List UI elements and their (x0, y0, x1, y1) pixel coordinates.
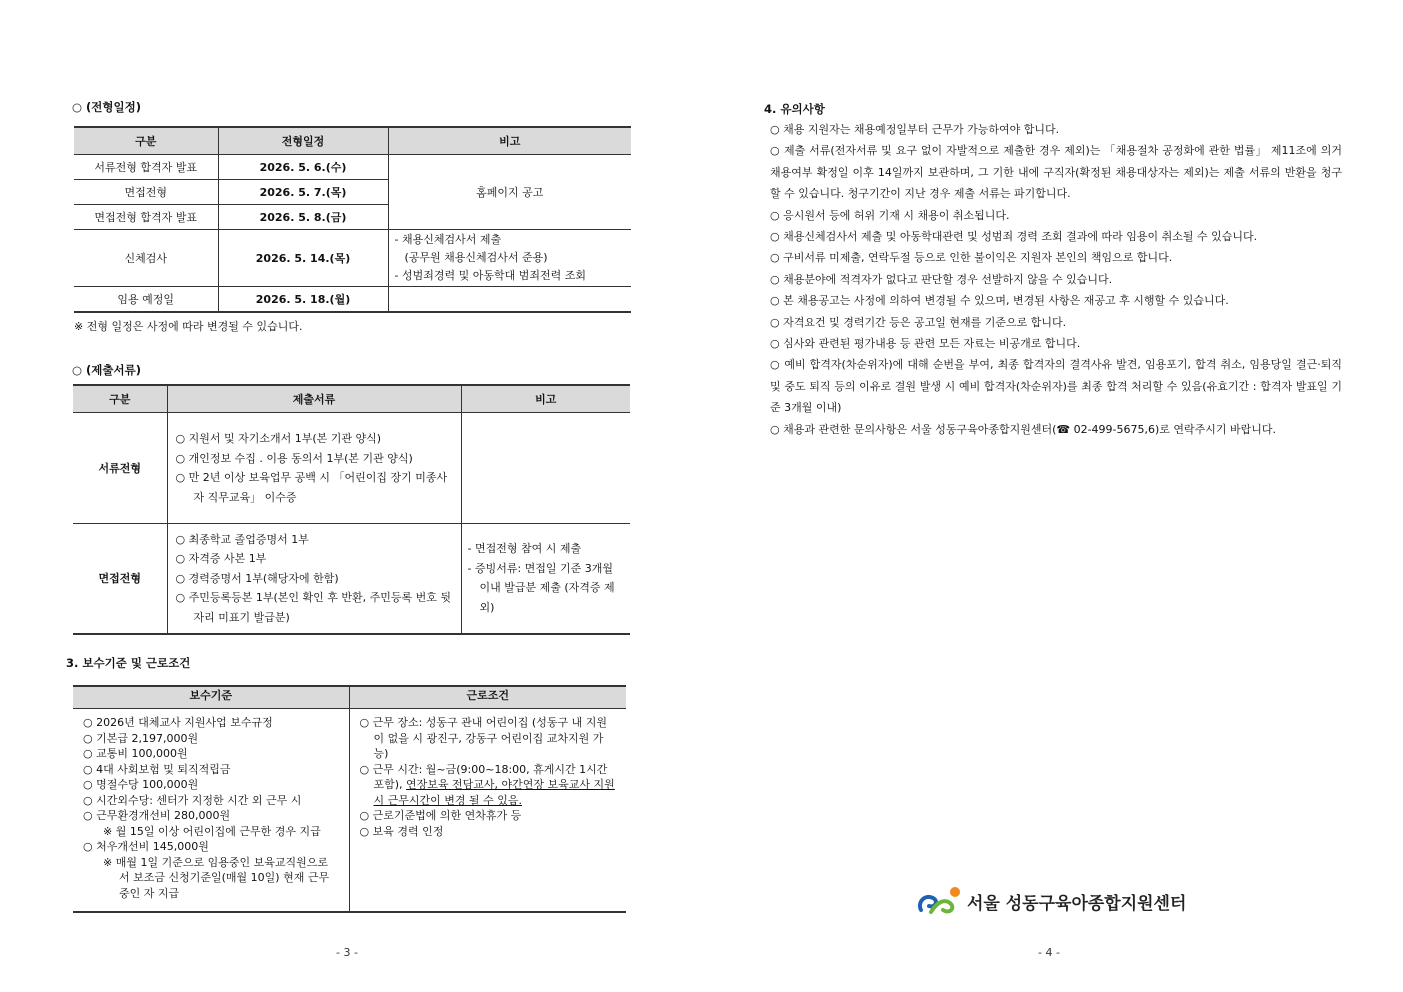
salary-table (73, 685, 626, 913)
work-hours-text: ○ 근무 시간: 월~금(9:00~18:00, 휴게시간 1시간 포함), (359, 762, 608, 791)
schedule-row-name: 면접전형 (74, 180, 218, 205)
list-item: ○ 자격증 사본 1부 (175, 552, 267, 565)
list-item: ○ 시간외수당: 센터가 지정한 시간 외 근무 시 (83, 793, 302, 807)
work-hours-change-note: 연장보육 전담교사, 야간연장 보육교사 지원 시 근무시간이 변경 될 수 있음. (373, 778, 615, 807)
schedule-row-name: 신체검사 (74, 230, 218, 287)
docs-stage-note (461, 413, 630, 524)
schedule-note-homepage: 홈페이지 공고 (388, 155, 631, 230)
salary-heading: 3. 보수기준 및 근로조건 (66, 656, 191, 670)
notes-list (770, 119, 1342, 440)
schedule-header-date: 전형일정 (218, 127, 388, 155)
health-note-line: - 채용신체검사서 제출 (394, 233, 502, 246)
table-row (74, 230, 631, 287)
pay-items (73, 709, 349, 912)
schedule-row-date: 2026. 5. 7.(목) (218, 180, 388, 205)
list-item: ○ 4대 사회보험 및 퇴직적립금 (83, 762, 231, 776)
work-items (349, 709, 626, 912)
list-item: ○ 개인정보 수집 . 이용 동의서 1부(본 기관 양식) (175, 451, 413, 465)
schedule-row-date: 2026. 5. 18.(월) (218, 287, 388, 313)
note-item: ○ 예비 합격자(차순위자)에 대해 순번을 부여, 최종 합격자의 결격사유 발견, 임용포기, 합격 취소, 임용당일 결근·퇴직 및 중도 퇴직 등의 이유로 결원 발생 시 예비 합격자(차순위자)를 최종 합격 처리할 수 있음(유효기간 : 합격자 발표일 기준 3개월 이내) (770, 358, 1342, 415)
docs-table (73, 384, 630, 635)
note-item: ○ 본 채용공고는 사정에 의하여 변경될 수 있으며, 변경된 사항은 재공고 후 시행할 수 있습니다. (770, 294, 1229, 308)
health-note-line: - 성범죄경력 및 아동학대 범죄전력 조회 (394, 269, 586, 282)
table-row (74, 155, 631, 180)
list-item: ※ 월 15일 이상 어린이집에 근무한 경우 지급 (103, 824, 321, 838)
note-item: ○ 자격요건 및 경력기간 등은 공고일 현재를 기준으로 합니다. (770, 315, 1067, 329)
schedule-note-health (388, 230, 631, 287)
list-item: ○ 근무 장소: 성동구 관내 어린이집 (성동구 내 지원이 없을 시 광진구, 강동구 어린이집 교차지원 가능) (359, 716, 607, 760)
list-item: - 면접전형 참여 시 제출 (467, 542, 582, 556)
note-item: ○ 채용 지원자는 채용예정일부터 근무가 가능하여야 합니다. (770, 123, 1060, 136)
page-number-left: - 3 - (336, 946, 358, 959)
schedule-heading: ○ (전형일정) (72, 100, 141, 114)
list-item: ○ 명절수당 100,000원 (83, 778, 199, 791)
schedule-footnote: ※ 전형 일정은 사정에 따라 변경될 수 있습니다. (74, 320, 303, 333)
schedule-header-note: 비고 (388, 127, 631, 155)
interview-stage-label: 면접전형 (73, 524, 167, 634)
interview-stage-items (167, 524, 461, 634)
schedule-row-date: 2026. 5. 6.(수) (218, 155, 388, 180)
schedule-table (74, 126, 631, 313)
docs-header-documents: 제출서류 (167, 385, 461, 413)
list-item: ○ 2026년 대체교사 지원사업 보수규정 (83, 716, 273, 729)
table-row (73, 709, 626, 912)
docs-heading: ○ (제출서류) (72, 363, 141, 377)
table-row (73, 524, 630, 634)
docs-stage-label: 서류전형 (73, 413, 167, 524)
list-item: ○ 보육 경력 인정 (359, 824, 444, 838)
schedule-row-date: 2026. 5. 8.(금) (218, 205, 388, 230)
salary-header-work: 근로조건 (349, 686, 626, 709)
schedule-row-name: 임용 예정일 (74, 287, 218, 313)
docs-header-category: 구분 (73, 385, 167, 413)
note-item: ○ 응시원서 등에 허위 기재 시 채용이 취소됩니다. (770, 208, 1010, 222)
note-item: ○ 채용과 관련한 문의사항은 서울 성동구육아종합지원센터(☎ 02-499-5675,6)로 연락주시기 바랍니다. (770, 422, 1277, 436)
list-item: ○ 만 2년 이상 보육업무 공백 시 「어린이집 장기 미종사자 직무교육」 이수증 (175, 471, 448, 504)
schedule-note-empty (388, 287, 631, 313)
salary-header-pay: 보수기준 (73, 686, 349, 709)
list-item: - 증빙서류: 면접일 기준 3개월 이내 발급분 제출 (자격증 제외) (467, 561, 615, 614)
list-item: ○ 경력증명서 1부(해당자에 한함) (175, 571, 339, 585)
list-item (360, 762, 617, 809)
note-item: ○ 구비서류 미제출, 연락두절 등으로 인한 불이익은 지원자 본인의 책임으로 합니다. (770, 251, 1173, 265)
list-item: ○ 주민등록등본 1부(본인 확인 후 반환, 주민등록 번호 뒷자리 미표기 발급분) (175, 591, 452, 624)
health-note-line: (공무원 채용신체검사서 준용) (404, 251, 548, 264)
list-item: ○ 지원서 및 자기소개서 1부(본 기관 양식) (175, 432, 382, 445)
list-item: ○ 교통비 100,000원 (83, 747, 188, 760)
table-row (73, 413, 630, 524)
schedule-row-date: 2026. 5. 14.(목) (218, 230, 388, 287)
list-item: ○ 처우개선비 145,000원 (83, 840, 209, 853)
docs-header-note: 비고 (461, 385, 630, 413)
list-item: ○ 근로기준법에 의한 연차휴가 등 (359, 809, 522, 822)
list-item: ○ 기본급 2,197,000원 (83, 731, 199, 745)
schedule-row-name: 서류전형 합격자 발표 (74, 155, 218, 180)
logo-mark-icon (915, 884, 965, 918)
list-item: ※ 매월 1일 기준으로 임용중인 보육교직원으로서 보조금 신청기준일(매월 10일) 현재 근무 중인 자 지급 (103, 855, 330, 900)
table-row (74, 287, 631, 313)
center-logo (915, 884, 1186, 918)
note-item: ○ 채용분야에 적격자가 없다고 판단할 경우 선발하지 않을 수 있습니다. (770, 272, 1113, 286)
interview-stage-notes (461, 524, 630, 634)
page-number-right: - 4 - (1038, 946, 1060, 959)
schedule-row-name: 면접전형 합격자 발표 (74, 205, 218, 230)
note-item: ○ 제출 서류(전자서류 및 요구 없이 자발적으로 제출한 경우 제외)는 「채용절차 공정화에 관한 법률」 제11조에 의거 채용여부 확정일 이후 14일까지 보관하며, 그 기한 내에 구직자(확정된 채용대상자는 제외)는 제출 서류의 반환을 청구할 수 있습니다. 청구기간이 지난 경우 제출 서류는 파기합니다. (770, 144, 1342, 201)
list-item: ○ 근무환경개선비 280,000원 (83, 809, 231, 822)
note-item: ○ 채용신체검사서 제출 및 아동학대관련 및 성범죄 경력 조회 결과에 따라 임용이 취소될 수 있습니다. (770, 230, 1258, 244)
notes-heading: 4. 유의사항 (764, 102, 825, 116)
docs-stage-items (167, 413, 461, 524)
logo-text: 서울 성동구육아종합지원센터 (967, 893, 1187, 914)
list-item: ○ 최종학교 졸업증명서 1부 (175, 532, 309, 546)
schedule-header-category: 구분 (74, 127, 218, 155)
note-item: ○ 심사와 관련된 평가내용 등 관련 모든 자료는 비공개로 합니다. (770, 337, 1081, 351)
